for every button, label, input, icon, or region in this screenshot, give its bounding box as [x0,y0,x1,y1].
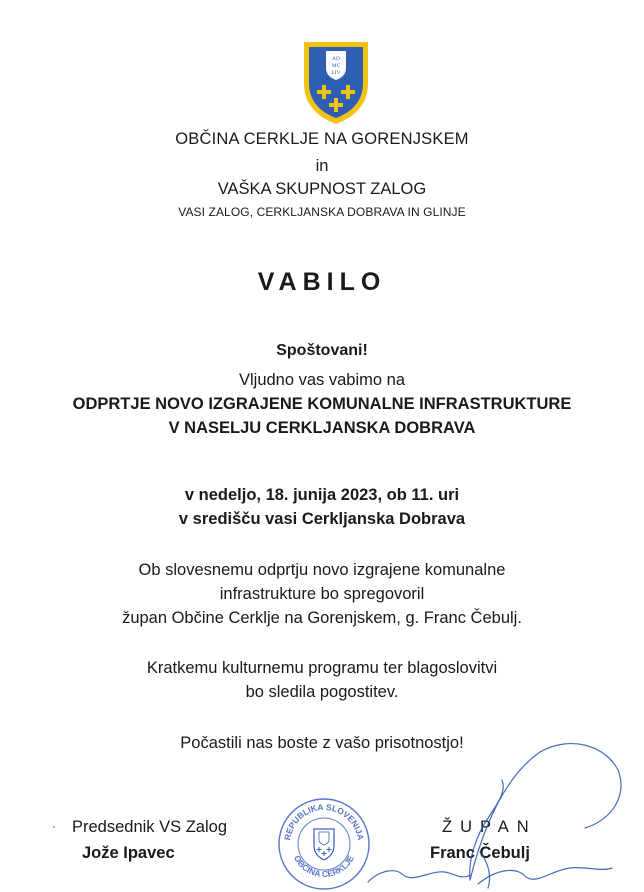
municipality-crest-icon [300,38,372,126]
speck [53,826,55,828]
header-conjunction: in [315,157,329,175]
paragraph2-line2: bo sledila pogostitev. [245,683,399,701]
header-municipality: OBČINA CERKLJE NA GORENJSKEM [175,130,469,148]
svg-text:LIV: LIV [331,70,341,76]
signature-right-role: ŽUPAN [442,818,537,836]
event-date: v nedeljo, 18. junija 2023, ob 11. uri [184,486,460,504]
signature-right [430,814,537,866]
svg-text:OBČINA CERKLJE: OBČINA CERKLJE [292,853,356,880]
svg-text:AD: AD [332,56,340,62]
signature-left-name: Jože Ipavec [82,844,175,862]
header-villages: VASI ZALOG, CERKLJANSKA DOBRAVA IN GLINJE [178,205,466,219]
paragraph1-line3: župan Občine Cerklje na Gorenjskem, g. Franc Čebulj. [122,609,522,627]
event-location: v središču vasi Cerkljanska Dobrava [178,510,466,528]
svg-text:MC: MC [331,63,341,69]
intro-line: Vljudno vas vabimo na [238,371,405,389]
signature-left-role: Predsednik VS Zalog [72,818,228,836]
official-seal-icon [276,796,372,892]
signature-left [72,814,227,866]
greeting: Spoštovani! [276,342,368,359]
paragraph1-line2: infrastrukture bo spregovoril [219,585,425,603]
closing-line: Počastili nas boste z vašo prisotnostjo! [180,734,464,752]
event-title-line1: ODPRTJE NOVO IZGRAJENE KOMUNALNE INFRASTRUKTURE [72,395,572,413]
header-village-community: VAŠKA SKUPNOST ZALOG [217,180,427,198]
svg-text:REPUBLIKA SLOVENIJA: REPUBLIKA SLOVENIJA [282,801,366,842]
paragraph2-line1: Kratkemu kulturnemu programu ter blagoslovitvi [146,659,498,677]
event-title-line2: V NASELJU CERKLJANSKA DOBRAVA [168,419,476,437]
paragraph1-line1: Ob slovesnemu odprtju novo izgrajene komunalne [138,561,506,579]
signature-right-name: Franc Čebulj [430,844,530,862]
invitation-title: VABILO [257,268,387,296]
